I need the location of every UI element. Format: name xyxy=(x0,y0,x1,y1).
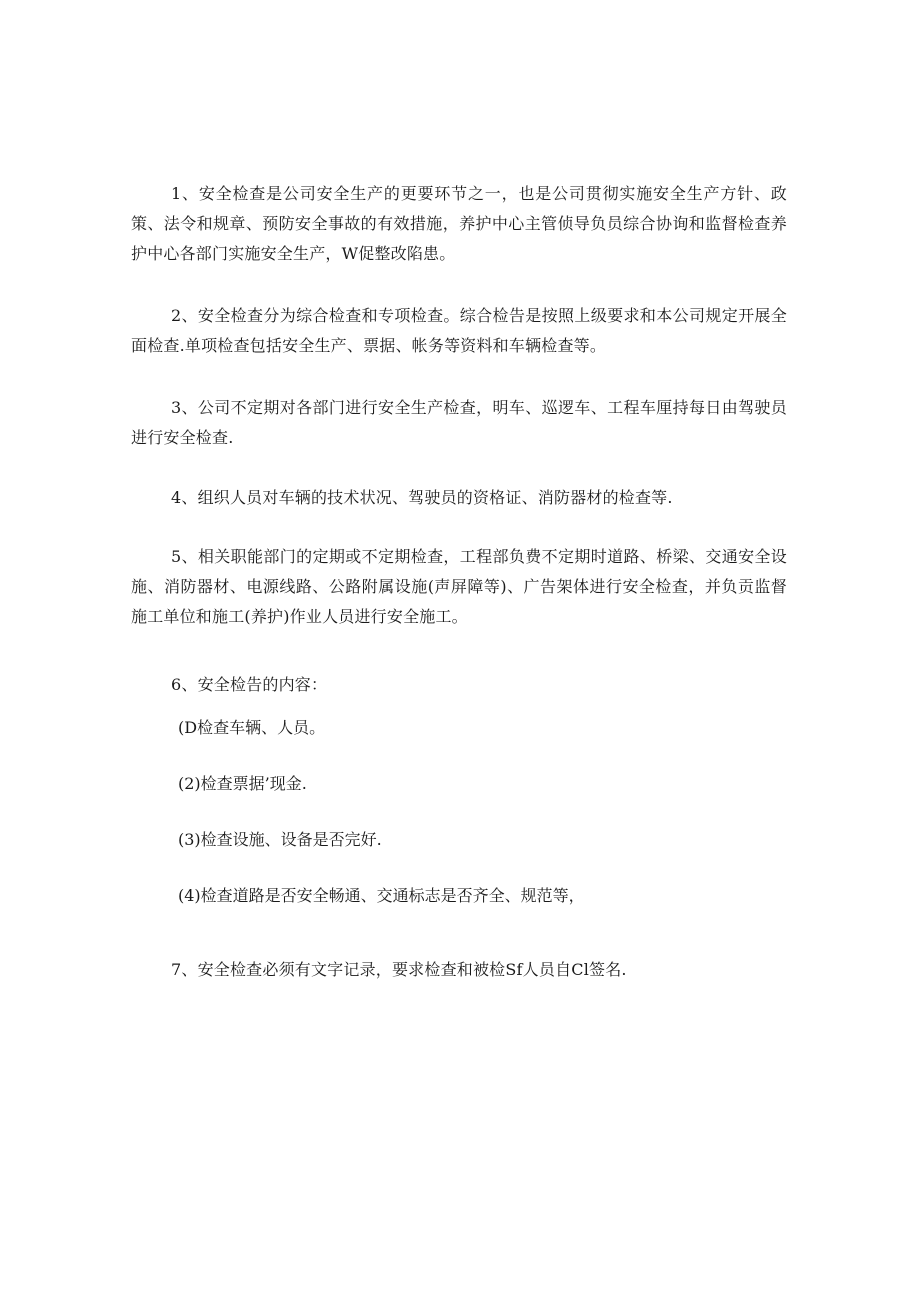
paragraph-2: 2、安全检查分为综合检查和专项检查。综合检告是按照上级要求和本公司规定开展全面检查.单项检查包括安全生产、票据、帐务等资料和车辆检查等。 xyxy=(131,306,787,355)
list-item: (3)检查设施、设备是否完好. xyxy=(178,830,382,849)
paragraph-1: 1、安全检查是公司安全生产的更要环节之一，也是公司贯彻实施安全生产方针、政策、法令和规章、预防安全事故的有效措施，养护中心主管侦导负员综合协询和监督检查养护中心各部门实施安全生产，W促整改陷患。 xyxy=(131,184,787,263)
paragraph-4: 4、组织人员对车辆的技术状况、驾驶员的资格证、消防器材的检查等. xyxy=(171,488,673,507)
list-item: (2)检查票据’现金. xyxy=(178,774,307,793)
paragraph-5: 5、相关职能部门的定期或不定期检查，工程部负费不定期时道路、桥梁、交通安全设施、消防器材、电源线路、公路附属设施(声屏障等)、广告架体进行安全检查，并负贡监督施工单位和施工(养护)作业人员进行安全施工。 xyxy=(131,547,787,626)
paragraph-7: 7、安全检查必须有文字记录，要求检查和被检Sf人员自Cl签名. xyxy=(171,960,627,979)
paragraph-3: 3、公司不定期对各部门进行安全生产检查，明车、巡逻车、工程车厘持每日由驾驶员进行安全检查. xyxy=(131,398,787,447)
list-item: (4)检查道路是否安全畅通、交通标志是否齐全、规范等， xyxy=(178,886,585,905)
list-item: (D检查车辆、人员。 xyxy=(178,718,326,737)
paragraph-6: 6、安全检告的内容： xyxy=(171,675,328,694)
